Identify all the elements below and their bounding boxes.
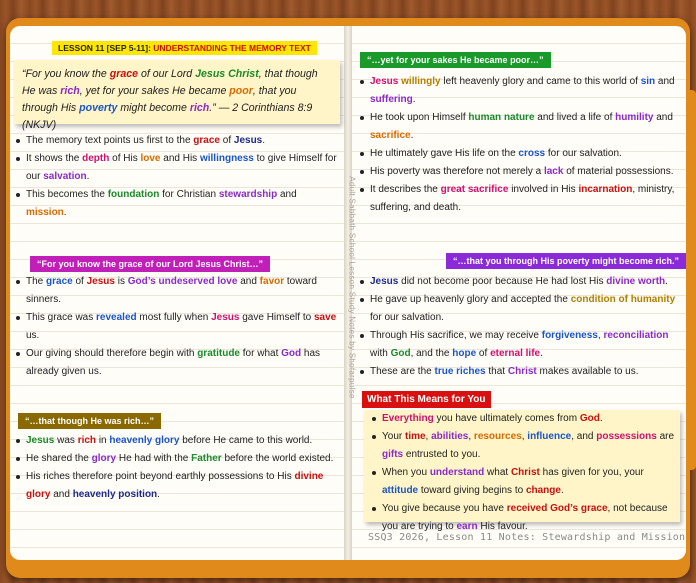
text-span: He took upon Himself — [370, 112, 469, 123]
mt-text: , that though He was — [22, 68, 318, 97]
text-span: toward sinners. — [26, 276, 317, 305]
mt-text: might become — [117, 102, 190, 114]
text-span: Our giving should therefore begin with — [26, 348, 198, 359]
text-span: favor — [259, 276, 285, 287]
text-span: Father — [191, 453, 222, 464]
text-span: . — [412, 94, 416, 105]
grace-list — [14, 273, 340, 381]
text-span: time — [404, 431, 426, 442]
text-span: . — [599, 413, 603, 424]
text-span: left heavenly glory and came to this world of — [440, 76, 641, 87]
text-span: with — [370, 348, 391, 359]
text-span: His poverty was therefore not merely a — [370, 166, 544, 177]
text-span: for our salvation. — [545, 148, 622, 159]
text-span: abilities — [431, 431, 469, 442]
text-span: depth — [82, 153, 110, 164]
list-item — [14, 309, 340, 345]
mt-grace: grace — [109, 68, 139, 80]
text-span: most fully when — [136, 312, 212, 323]
text-span: Your — [382, 431, 405, 442]
text-span: influence — [527, 431, 572, 442]
text-span: Jesus — [370, 276, 399, 287]
text-span: lack — [543, 166, 564, 177]
text-span: human nature — [468, 112, 535, 123]
text-span: , and — [571, 431, 597, 442]
text-span: . — [157, 489, 160, 500]
text-span: of — [219, 135, 234, 146]
text-span: gifts — [382, 449, 404, 460]
memory-text-note — [14, 60, 340, 131]
mt-text: of our Lord — [138, 68, 196, 80]
text-span: God — [281, 348, 302, 359]
mt-poor: poor — [229, 85, 253, 97]
text-span: divine glory — [26, 471, 324, 500]
text-span: He had with the — [116, 453, 192, 464]
list-item — [358, 181, 684, 217]
text-span: When you — [382, 467, 430, 478]
text-span: , ministry, suffering, and death. — [370, 184, 675, 213]
text-span: reconciliation — [603, 330, 669, 341]
text-span: you have ultimately comes from — [433, 413, 580, 424]
text-span: has already given us. — [26, 348, 321, 377]
text-span: of — [72, 276, 87, 287]
mt-text: , that you through His — [22, 85, 297, 114]
text-span: humility — [615, 112, 654, 123]
list-item — [358, 363, 684, 381]
text-span: You give because you have — [382, 503, 507, 514]
text-span: did not become poor because He had lost His — [398, 276, 607, 287]
section-tag-poor: “…yet for your sakes He became poor…” — [360, 52, 551, 68]
text-span: change — [525, 485, 561, 496]
text-span: possessions — [596, 431, 657, 442]
text-span: what — [484, 467, 511, 478]
text-span: love — [140, 153, 161, 164]
list-item — [14, 468, 340, 504]
list-item — [14, 432, 340, 450]
text-span: Jesus — [86, 276, 115, 287]
text-span: Jesus — [370, 76, 399, 87]
text-span: He shared the — [26, 453, 92, 464]
list-item — [358, 291, 684, 327]
list-item — [358, 145, 684, 163]
lesson-topic: UNDERSTANDING THE MEMORY TEXT — [153, 43, 311, 53]
text-span: , not because you are trying to — [382, 503, 668, 532]
text-span: foundation — [107, 189, 160, 200]
text-span: Everything — [382, 413, 434, 424]
text-span: true riches — [434, 366, 486, 377]
text-span: grace — [46, 276, 73, 287]
text-span: Christ — [510, 467, 540, 478]
list-item — [358, 109, 684, 145]
text-span: . — [86, 171, 90, 182]
text-span: involved in His — [508, 184, 579, 195]
text-span: . — [63, 207, 67, 218]
text-span: was — [54, 435, 78, 446]
text-span: earn — [456, 521, 478, 532]
text-span: The memory text points us first to the — [26, 135, 194, 146]
text-span: received God’s grace — [506, 503, 608, 514]
text-span: His riches therefore point beyond earthly possessions to His — [26, 471, 295, 482]
text-span: This becomes the — [26, 189, 108, 200]
text-span: in — [96, 435, 110, 446]
text-span: gave Himself to — [239, 312, 314, 323]
text-span: These are the — [370, 366, 435, 377]
text-span: that — [485, 366, 508, 377]
text-span: It describes the — [370, 184, 441, 195]
text-span: . — [262, 135, 266, 146]
text-span: hope — [452, 348, 477, 359]
list-item — [358, 163, 684, 181]
text-span: us. — [26, 330, 40, 341]
text-span: divine worth — [606, 276, 666, 287]
rich-list — [14, 432, 340, 504]
text-span: revealed — [96, 312, 137, 323]
text-span: glory — [91, 453, 117, 464]
application-list — [370, 410, 676, 536]
text-span: . — [540, 348, 543, 359]
text-span: . — [410, 130, 414, 141]
spine-credit-text: Adult Sabbath School Lesson Study Notes by Shofarpulse — [347, 176, 357, 399]
text-span: before the world existed. — [221, 453, 334, 464]
section-tag-poverty: “…that you through His poverty might become rich.” — [446, 253, 686, 269]
text-span: forgiveness — [541, 330, 598, 341]
text-span: of material possessions. — [563, 166, 674, 177]
text-span: . — [560, 485, 564, 496]
text-span: and — [50, 489, 73, 500]
mt-rich-2: rich — [189, 102, 210, 114]
intro-list — [14, 132, 340, 222]
text-span: before He came to this world. — [179, 435, 313, 446]
mt-poverty: poverty — [79, 102, 118, 114]
text-span: understand — [429, 467, 485, 478]
list-item — [370, 500, 676, 536]
text-span: eternal life — [490, 348, 541, 359]
text-span: great sacrifice — [440, 184, 509, 195]
mt-jesus-christ: Jesus Christ — [195, 68, 259, 80]
list-item — [370, 410, 676, 428]
lesson-header — [52, 41, 317, 55]
text-span: and — [653, 112, 673, 123]
text-span: grace — [193, 135, 220, 146]
list-item — [370, 428, 676, 464]
text-span: suffering — [370, 94, 413, 105]
text-span: , — [521, 431, 528, 442]
text-span: God’s undeserved love — [127, 276, 238, 287]
text-span: His favour. — [477, 521, 528, 532]
text-span: toward giving begins to — [418, 485, 526, 496]
text-span: makes available to us. — [536, 366, 639, 377]
text-span: entrusted to you. — [403, 449, 481, 460]
text-span: rich — [77, 435, 97, 446]
text-span: God — [390, 348, 411, 359]
text-span: and — [277, 189, 297, 200]
text-span: heavenly position — [72, 489, 158, 500]
text-span: to give Himself for our — [26, 153, 337, 182]
text-span: , — [425, 431, 432, 442]
text-span: Through His sacrifice, we may receive — [370, 330, 542, 341]
text-span: sacrifice — [370, 130, 411, 141]
text-span: and His — [160, 153, 200, 164]
section-tag-rich: “…that though He was rich…” — [18, 413, 161, 429]
section-tag-grace: “For you know the grace of our Lord Jesus Christ…” — [30, 256, 270, 272]
text-span: Jesus — [211, 312, 240, 323]
text-span: condition of humanity — [570, 294, 676, 305]
text-span: Christ — [507, 366, 537, 377]
text-span: attitude — [382, 485, 419, 496]
text-span: stewardship — [218, 189, 278, 200]
list-item — [370, 464, 676, 500]
text-span: of — [476, 348, 491, 359]
spine-credit — [347, 150, 357, 430]
text-span: for Christian — [159, 189, 219, 200]
text-span: sin — [640, 76, 656, 87]
list-item — [358, 327, 684, 363]
mt-text: “For you know the — [22, 68, 110, 80]
list-item — [14, 450, 340, 468]
text-span: He ultimately gave His life on the — [370, 148, 519, 159]
text-span: mission — [26, 207, 64, 218]
mt-rich: rich — [60, 85, 80, 97]
lesson-number: LESSON 11 [SEP 5-11]: — [58, 43, 151, 53]
list-item — [14, 132, 340, 150]
text-span: cross — [518, 148, 546, 159]
text-span: of His — [109, 153, 141, 164]
text-span: incarnation — [578, 184, 633, 195]
text-span: resources — [473, 431, 522, 442]
text-span: willingness — [199, 153, 254, 164]
text-span: , — [468, 431, 474, 442]
application-title: What This Means for You — [362, 391, 491, 408]
text-span: for what — [240, 348, 282, 359]
list-item — [358, 73, 684, 109]
text-span: is — [114, 276, 128, 287]
text-span: salvation — [43, 171, 87, 182]
mt-text: , yet for your sakes He became — [79, 85, 230, 97]
text-span: are — [656, 431, 675, 442]
text-span: He gave up heavenly glory and accepted the — [370, 294, 571, 305]
text-span: Jesus — [26, 435, 55, 446]
poverty-list — [358, 273, 684, 381]
text-span: and lived a life of — [534, 112, 616, 123]
text-span: save — [313, 312, 337, 323]
text-span: . — [665, 276, 668, 287]
list-item — [14, 186, 340, 222]
text-span: for our salvation. — [370, 312, 444, 323]
text-span: It shows the — [26, 153, 83, 164]
poor-list — [358, 73, 684, 217]
text-span: , — [597, 330, 604, 341]
text-span: This grace was — [26, 312, 97, 323]
mt-reference: .” — 2 Corinthians 8:9 (NKJV) — [22, 102, 313, 131]
text-span: gratitude — [197, 348, 240, 359]
list-item — [358, 273, 684, 291]
list-item — [14, 273, 340, 309]
text-span: has given for you, your — [539, 467, 644, 478]
text-span: , and the — [410, 348, 453, 359]
page-footer: SSQ3 2026, Lesson 11 Notes: Stewardship and Mission — [368, 532, 686, 543]
text-span: Jesus — [233, 135, 263, 146]
list-item — [14, 345, 340, 381]
text-span: and — [237, 276, 260, 287]
list-item — [14, 150, 340, 186]
text-span: heavenly glory — [109, 435, 180, 446]
text-span: The — [26, 276, 47, 287]
text-span: God — [579, 413, 600, 424]
text-span: and — [655, 76, 675, 87]
text-span: willingly — [401, 76, 441, 87]
